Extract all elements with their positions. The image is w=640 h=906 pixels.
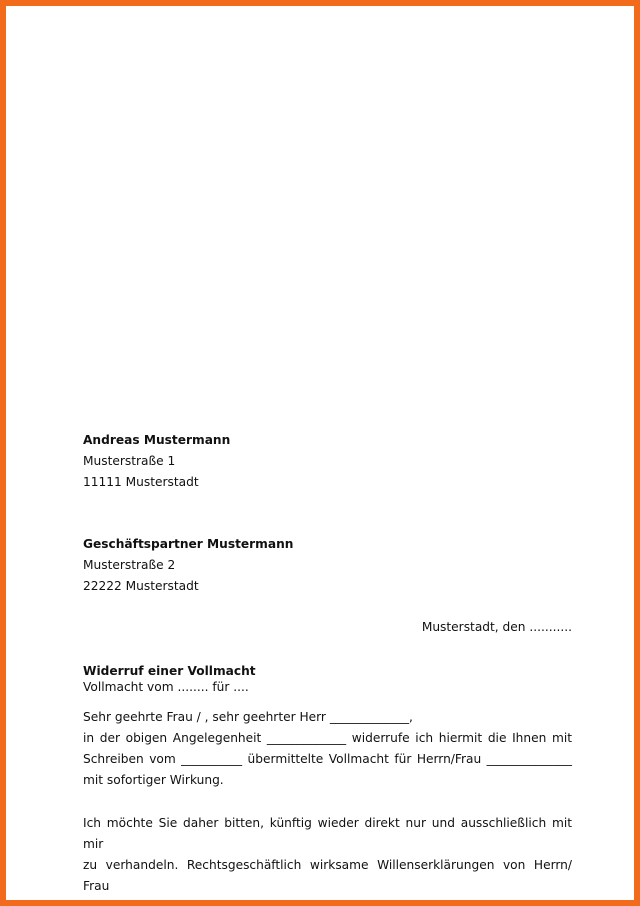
paragraph-1-line-2: Schreiben vom __________ übermittelte Vollmacht für Herrn/Frau ______________ [83,752,572,766]
letter-body [83,707,572,791]
letter-body-continued [83,813,572,897]
sender-street: Musterstraße 1 [83,454,176,468]
date-line [83,617,572,638]
recipient-name: Geschäftspartner Mustermann [83,537,294,551]
salutation: Sehr geehrte Frau / , sehr geehrter Herr _____________, [83,710,413,724]
date-text: Musterstadt, den ........... [421,620,572,634]
paragraph-2-line-2: zu verhandeln. Rechtsgeschäftlich wirksame Willenserklärungen von Herrn/ Frau [83,858,572,893]
recipient-street: Musterstraße 2 [83,558,176,572]
subject-subtitle: Vollmacht vom ........ für .... [83,680,249,694]
sender-address [83,430,572,493]
paragraph-1-line-1: in der obigen Angelegenheit _____________ widerrufe ich hiermit die Ihnen mit [83,731,572,745]
sender-city: 11111 Musterstadt [83,475,199,489]
recipient-city: 22222 Musterstadt [83,579,199,593]
subject-block [83,663,572,695]
recipient-address [83,534,572,597]
paragraph-2-line-1: Ich möchte Sie daher bitten, künftig wieder direkt nur und ausschließlich mit mir [83,816,572,851]
subject-title: Widerruf einer Vollmacht [83,664,256,678]
paragraph-1-line-3: mit sofortiger Wirkung. [83,773,224,787]
sender-name: Andreas Mustermann [83,433,231,447]
